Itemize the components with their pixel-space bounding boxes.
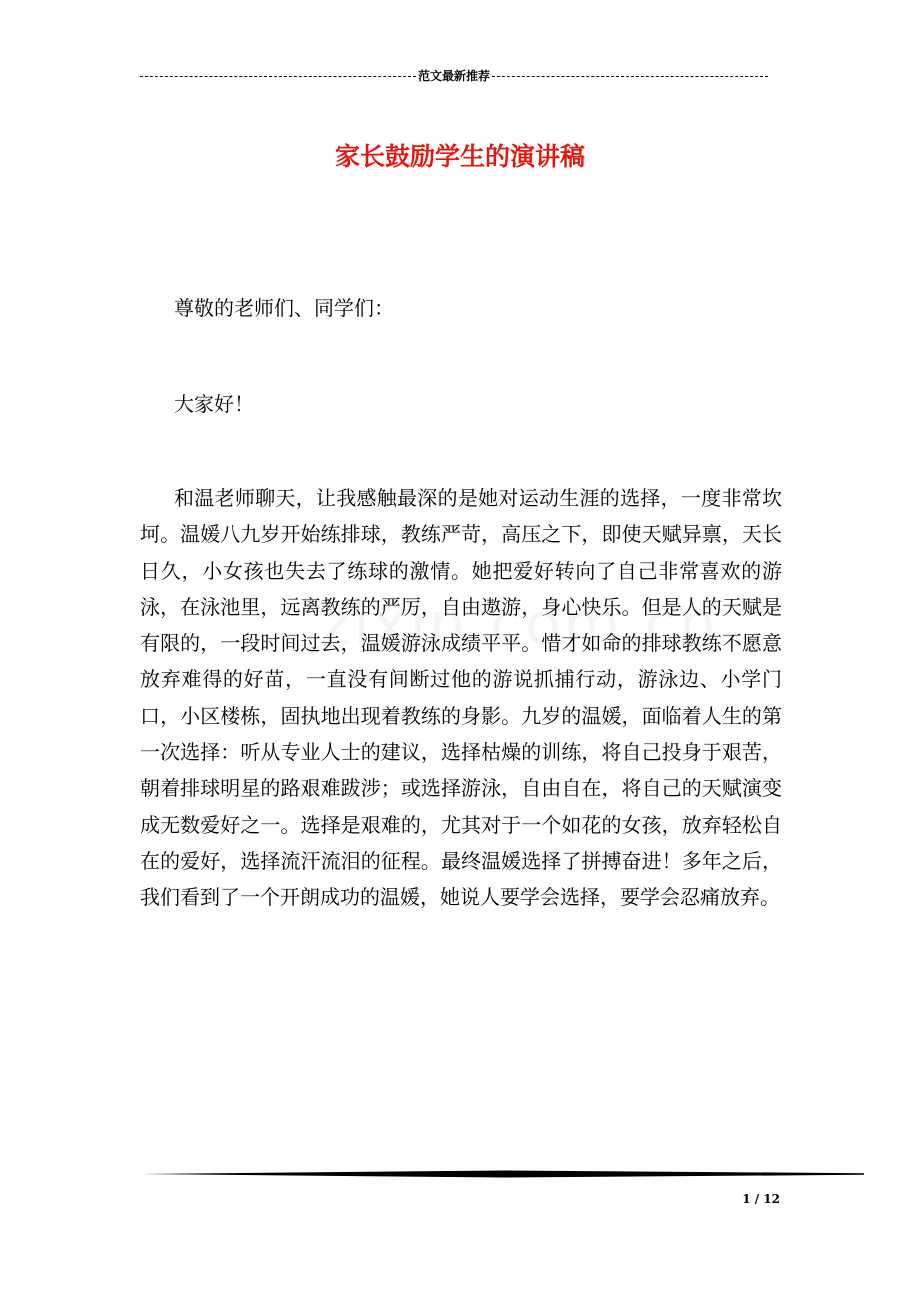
greeting-paragraph: 大家好！ [174,392,254,416]
header-dash-right [492,76,768,77]
salutation-paragraph: 尊敬的老师们、同学们： [174,296,394,320]
header-label: 范文最新推荐 [418,69,491,83]
header-dash-left [140,76,416,77]
page-number: 1 / 12 [742,1192,780,1206]
document-title: 家长鼓励学生的演讲稿 [334,141,585,171]
footer-rule [142,1170,864,1178]
page-header [140,66,768,86]
body-paragraph: 和温老师聊天，让我感触最深的是她对运动生涯的选择，一度非常坎坷。温媛八九岁开始练排球，教练严苛，高压之下，即使天赋异禀，天长日久，小女孩也失去了练球的激情。她把爱好转向了自己非常喜欢的游泳，在泳池里，远离教练的严厉，自由遨游，身心快乐。但是人的天赋是有限的，一段时间过去，温媛游泳成绩平平。惜才如命的排球教练不愿意放弃难得的好苗，一直没有间断过他的游说抓捕行动，游泳边、小学门口，小区楼栋，固执地出现着教练的身影。九岁的温媛，面临着人生的第一次选择：听从专业人士的建议，选择枯燥的训练，将自己投身于艰苦，朝着排球明星的路艰难跋涉；或选择游泳，自由自在，将自己的天赋演变成无数爱好之一。选择是艰难的，尤其对于一个如花的女孩，放弃轻松自在的爱好，选择流汗流泪的征程。最终温媛选择了拼搏奋进！多年之后，我们看到了一个开朗成功的温媛，她说人要学会选择，要学会忍痛放弃。 [140,486,782,910]
